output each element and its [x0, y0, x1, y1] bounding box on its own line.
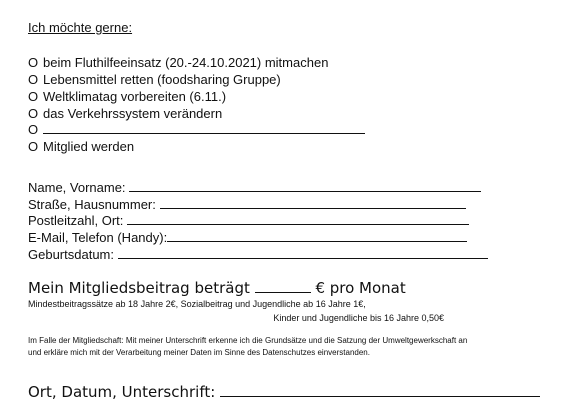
- option-label: Weltklimatag vorbereiten (6.11.): [43, 89, 227, 104]
- field-label: Geburtsdatum:: [28, 247, 114, 262]
- fee-suffix: € pro Monat: [315, 279, 406, 297]
- field-label: Straße, Hausnummer:: [28, 197, 156, 212]
- custom-option-blank[interactable]: [43, 122, 365, 134]
- name-input[interactable]: [129, 180, 481, 192]
- field-street: [28, 197, 466, 212]
- signature-row: [28, 382, 540, 401]
- fee-prefix: Mein Mitgliedsbeitrag beträgt: [28, 279, 250, 297]
- option-foodsharing[interactable]: [28, 72, 281, 87]
- signature-input[interactable]: [220, 382, 540, 397]
- birthdate-input[interactable]: [118, 247, 488, 259]
- email-phone-input[interactable]: [167, 230, 467, 242]
- field-label: Postleitzahl, Ort:: [28, 213, 124, 228]
- option-checkbox[interactable]: O: [28, 89, 39, 104]
- signature-label: Ort, Datum, Unterschrift:: [28, 383, 216, 401]
- option-checkbox[interactable]: O: [28, 122, 39, 137]
- option-traffic-system[interactable]: [28, 106, 222, 121]
- field-label: E-Mail, Telefon (Handy):: [28, 230, 168, 245]
- option-checkbox[interactable]: O: [28, 139, 39, 154]
- field-contact: [28, 230, 467, 245]
- option-checkbox[interactable]: O: [28, 106, 39, 121]
- consent-text: Im Falle der Mitgliedschaft: Mit meiner Unterschrift erkenne ich die Grundsätze und die Satzung der Umweltgewerkschaft an und erkläre mich mit der Verarbeitung meiner Daten im Sinne des Datenschutzes einverstanden.: [28, 336, 468, 357]
- option-label: das Verkehrssystem verändern: [43, 106, 223, 121]
- rates-line-1: Mindestbeitragssätze ab 18 Jahre 2€, Sozialbeitrag und Jugendliche ab 16 Jahre 1€,: [28, 299, 366, 309]
- field-postal: [28, 213, 469, 228]
- option-checkbox[interactable]: O: [28, 72, 39, 87]
- option-flood-relief[interactable]: [28, 55, 328, 70]
- fee-amount-input[interactable]: [255, 279, 311, 293]
- option-membership[interactable]: [28, 139, 134, 154]
- option-label: Lebensmittel retten (foodsharing Gruppe): [43, 72, 281, 87]
- option-custom[interactable]: [28, 122, 365, 137]
- form-heading: Ich möchte gerne:: [28, 20, 133, 35]
- postal-city-input[interactable]: [127, 213, 469, 225]
- membership-fee: [28, 279, 406, 297]
- field-label: Name, Vorname:: [28, 180, 126, 195]
- option-label: Mitglied werden: [43, 139, 135, 154]
- field-birthdate: [28, 247, 488, 262]
- rates-line-2: Kinder und Jugendliche bis 16 Jahre 0,50€: [273, 313, 444, 323]
- street-input[interactable]: [160, 197, 466, 209]
- option-label: beim Fluthilfeeinsatz (20.-24.10.2021) mitmachen: [43, 55, 329, 70]
- option-climate-day[interactable]: [28, 89, 226, 104]
- option-checkbox[interactable]: O: [28, 55, 39, 70]
- field-name: [28, 180, 481, 195]
